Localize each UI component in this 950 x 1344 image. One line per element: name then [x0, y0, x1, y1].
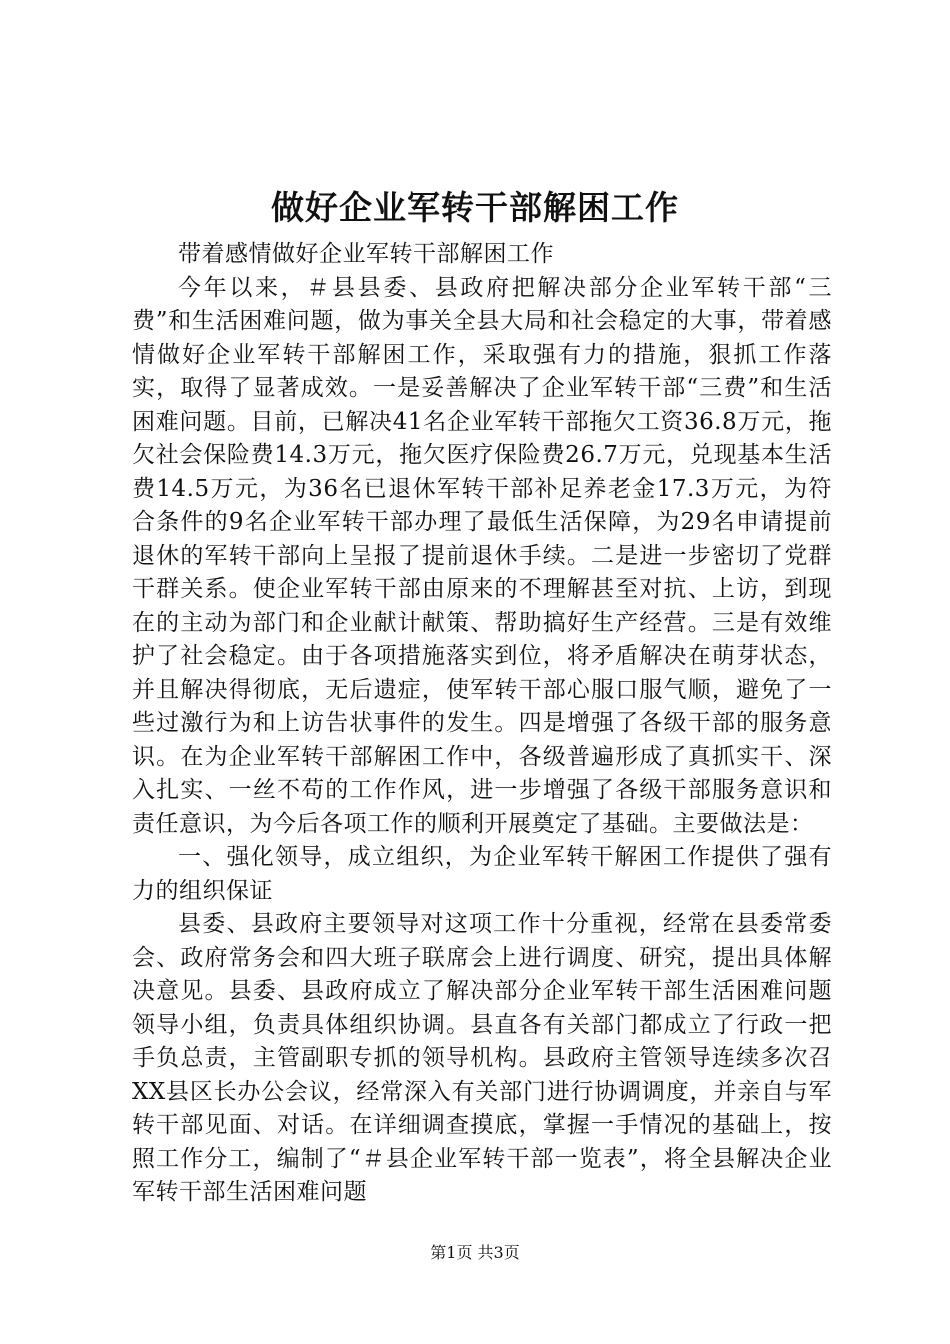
document-body [132, 238, 832, 1210]
section-heading: 一、强化领导，成立组织，为企业军转干解困工作提供了强有力的组织保证 [132, 844, 832, 904]
body-paragraph: 县委、县政府主要领导对这项工作十分重视，经常在县委常委会、政府常务会和四大班子联席会上进行调度、研究，提出具体解决意见。县委、县政府成立了解决部分企业军转干部生活困难问题领导小组，负责具体组织协调。县直各有关部门都成立了行政一把手负总责，主管副职专抓的领导机构。县政府主管领导连续多次召XX县区长办公会议，经常深入有关部门进行协调调度，并亲自与军转干部见面、对话。在详细调查摸底，掌握一手情况的基础上，按照工作分工，编制了“＃县企业军转干部一览表”，将全县解决企业军转干部生活困难问题 [132, 911, 832, 1205]
page-footer: 第1页 共3页 [430, 1243, 520, 1262]
body-paragraph: 今年以来，＃县县委、县政府把解决部分企业军转干部“三费”和生活困难问题，做为事关全县大局和社会稳定的大事，带着感情做好企业军转干部解困工作，采取强有力的措施，狠抓工作落实，取得了显著成效。一是妥善解决了企业军转干部“三费”和生活困难问题。目前，已解决41名企业军转干部拖欠工资36.8万元，拖欠社会保险费14.3万元，拖欠医疗保险费26.7万元，兑现基本生活费14.5万元，为36名已退休军转干部补足养老金17.3万元，为符合条件的9名企业军转干部办理了最低生活保障，为29名申请提前退休的军转干部向上呈报了提前退休手续。二是进一步密切了党群干群关系。使企业军转干部由原来的不理解甚至对抗、上访，到现在的主动为部门和企业献计献策、帮助搞好生产经营。三是有效维护了社会稳定。由于各项措施落实到位，将矛盾解决在萌芽状态，并且解决得彻底，无后遗症，使军转干部心服口服气顺，避免了一些过激行为和上访告状事件的发生。四是增强了各级干部的服务意识。在为企业军转干部解困工作中，各级普遍形成了真抓实干、深入扎实、一丝不苟的工作作风，进一步增强了各级干部服务意识和责任意识，为今后各项工作的顺利开展奠定了基础。主要做法是： [132, 274, 832, 837]
subtitle-paragraph: 带着感情做好企业军转干部解困工作 [178, 241, 554, 267]
document-title: 做好企业军转干部解困工作 [271, 188, 679, 227]
